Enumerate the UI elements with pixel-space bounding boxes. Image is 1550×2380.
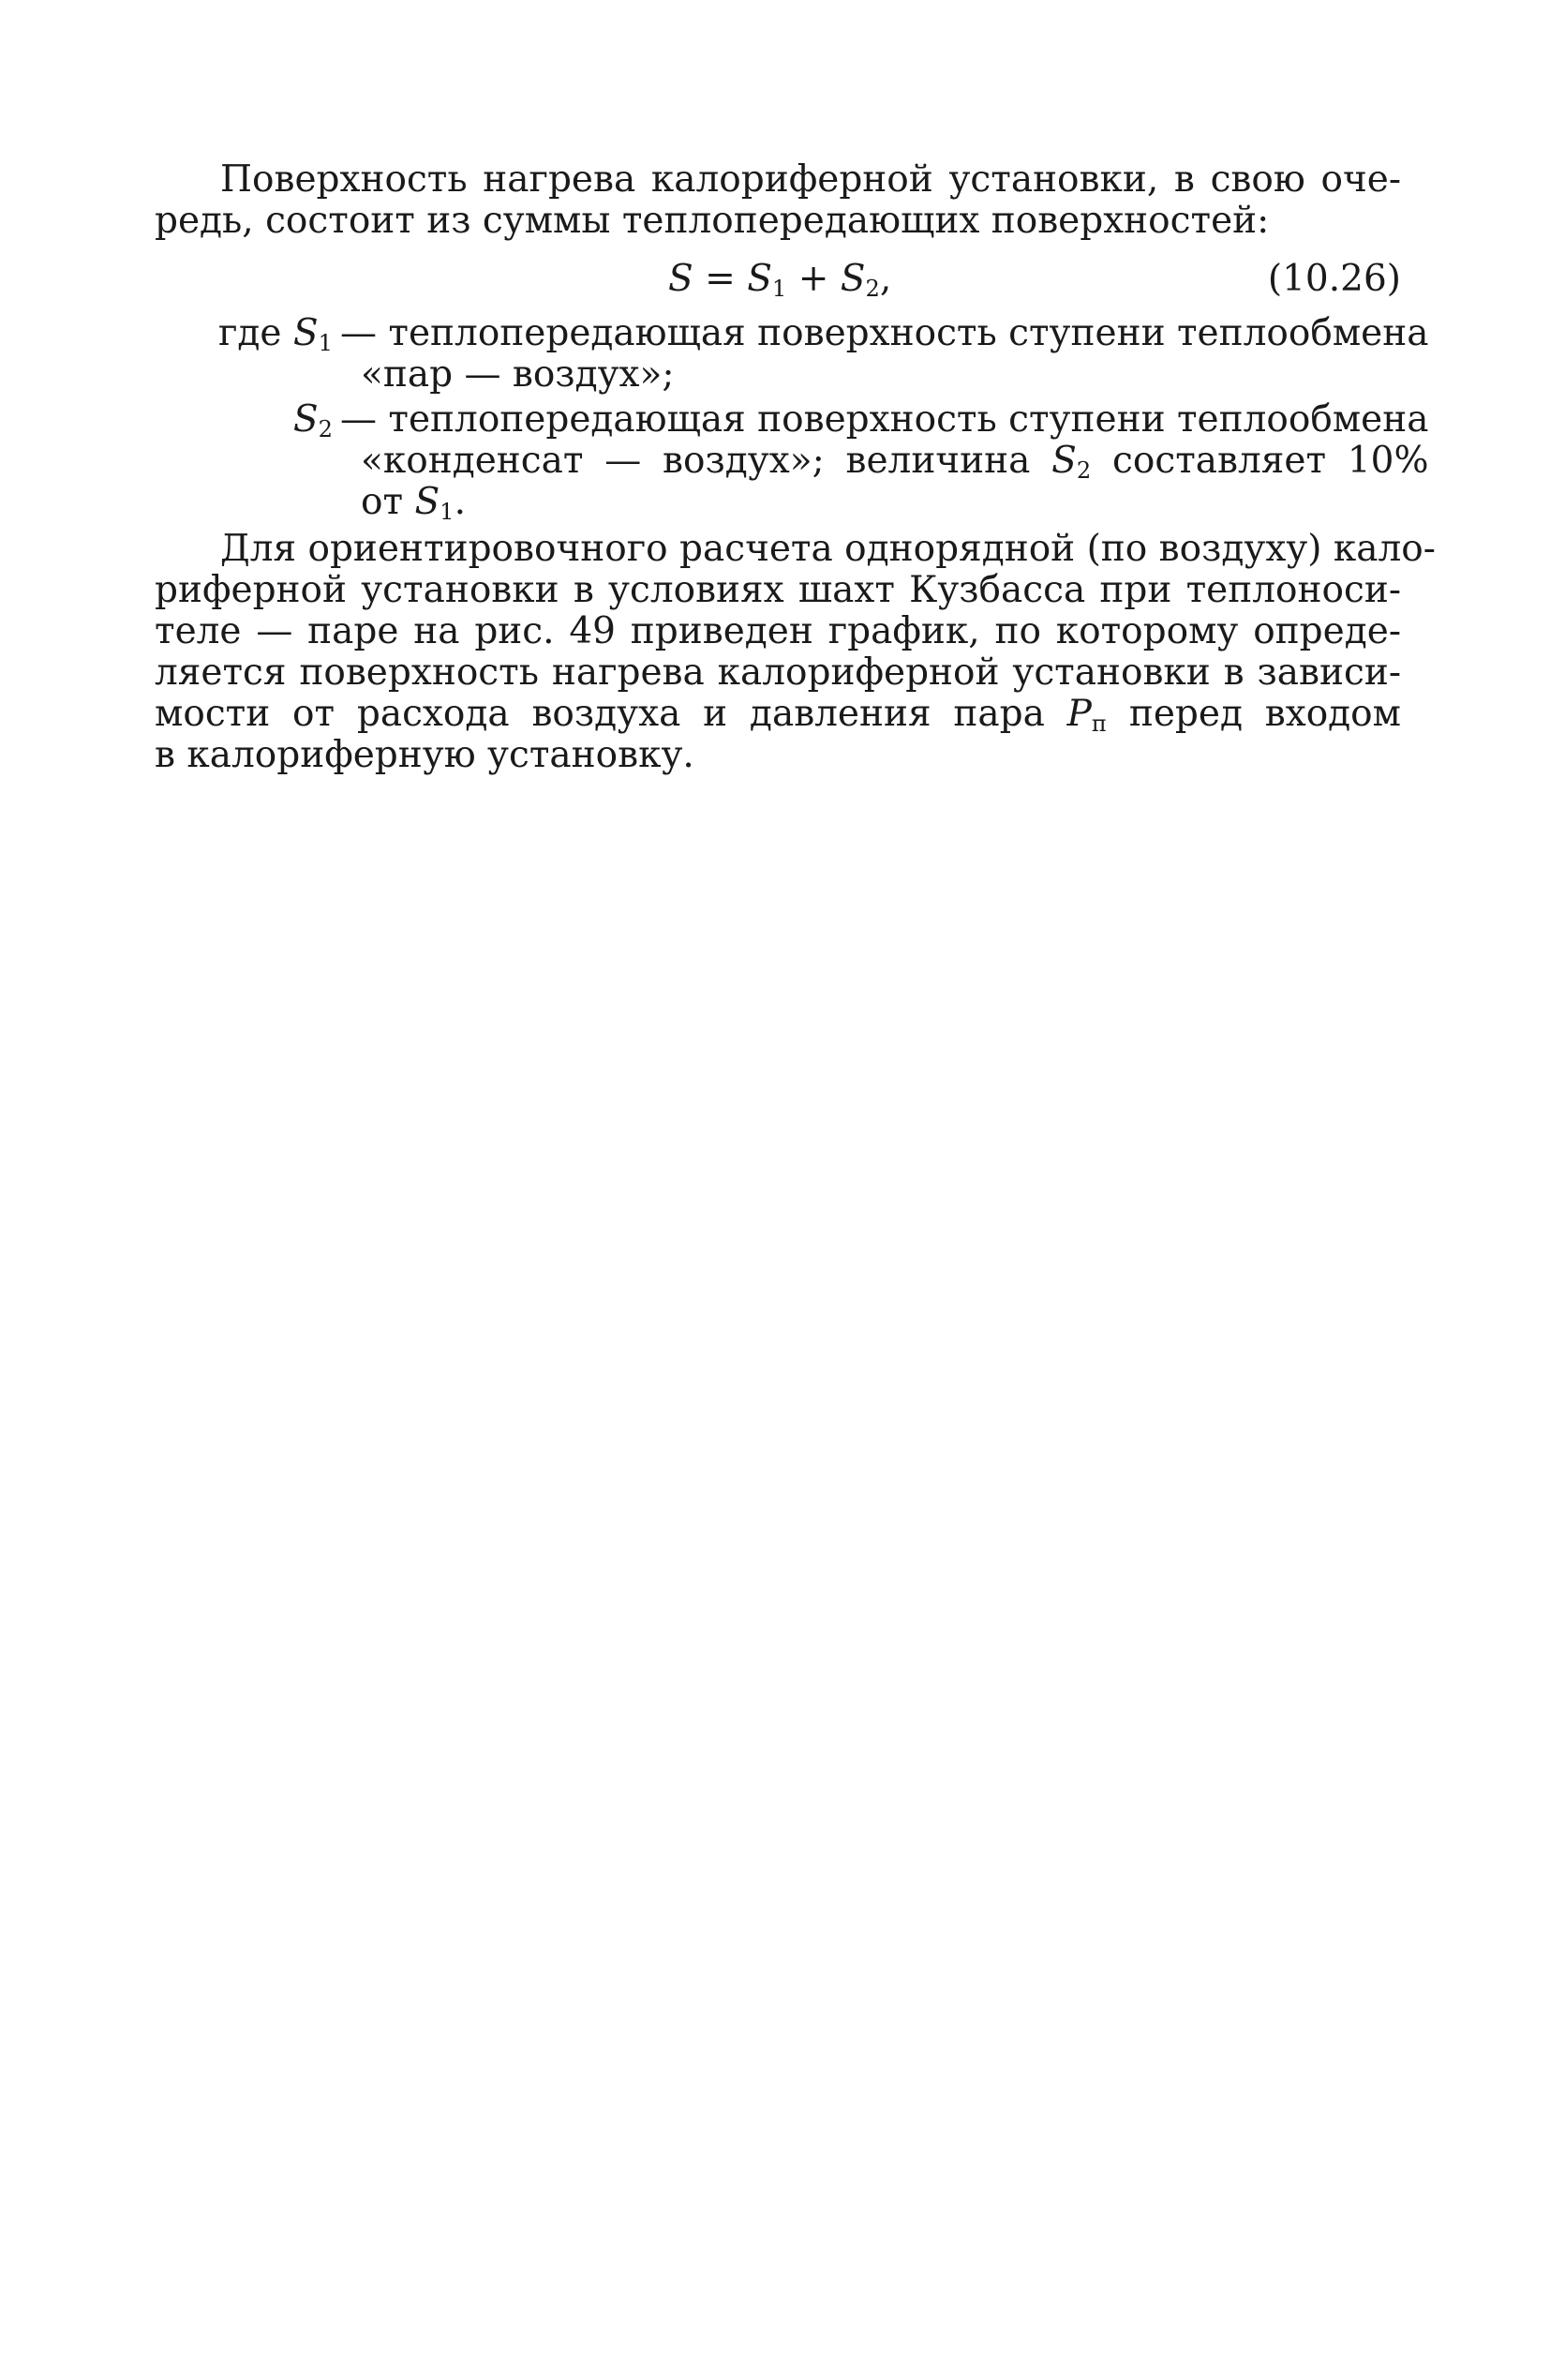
definition-prefix: где	[217, 312, 293, 354]
text-line	[340, 481, 1429, 526]
paragraph-1	[155, 159, 1401, 242]
text-run: .	[454, 481, 466, 523]
text-line: Поверхность нагрева калориферной установки, в свою оче-	[220, 158, 1401, 201]
text-line: — теплопередающая поверхность ступени теплообмена	[340, 398, 1429, 441]
inline-symbol: S	[414, 481, 440, 523]
text-line: — теплопередающая поверхность ступени теплообмена	[340, 312, 1429, 354]
text-line: риферной установки в условиях шахт Кузбасса при теплоноси-	[155, 569, 1401, 611]
definition-label	[155, 313, 333, 396]
definition-label	[155, 399, 333, 523]
inline-subscript: п	[1091, 711, 1108, 738]
definition-s1	[155, 312, 1429, 396]
paragraph-2	[155, 528, 1436, 776]
text-run: «конденсат — воздух»; величина	[361, 440, 1052, 482]
inline-subscript: 1	[440, 499, 455, 526]
text-run: перед входом	[1107, 693, 1402, 735]
formula-equals: =	[693, 258, 748, 300]
inline-symbol: S	[1051, 440, 1077, 482]
inline-symbol: P	[1066, 693, 1092, 735]
text-line	[155, 693, 1402, 738]
text-line: в калориферную установку.	[155, 734, 694, 776]
text-line: ляется поверхность нагрева калориферной установки в зависи-	[155, 651, 1401, 694]
formula-comma: ,	[879, 258, 892, 300]
text-run: мости от расхода воздуха и давления пара	[155, 693, 1067, 735]
formula-symbol: S	[840, 258, 866, 300]
definition-symbol: S	[292, 398, 319, 441]
equation-10-26	[155, 249, 1401, 309]
formula-plus: +	[786, 258, 841, 300]
definition-subscript: 2	[318, 416, 333, 443]
text-line: редь, состоит из суммы теплопередающих поверхностей:	[155, 200, 1270, 242]
equation-number: (10.26)	[1267, 258, 1401, 300]
text-line: Для ориентировочного расчета однорядной (по воздуху) кало-	[220, 528, 1436, 570]
formula-symbol: S	[747, 258, 772, 300]
definition-body	[333, 398, 1429, 526]
definition-body	[333, 313, 1429, 396]
text-line: «пар — воздух»;	[361, 353, 675, 396]
formula-subscript: 1	[771, 276, 787, 303]
inline-subscript: 2	[1076, 457, 1092, 485]
definition-symbol: S	[292, 312, 319, 354]
definition-s2	[155, 398, 1429, 526]
formula-subscript: 2	[865, 276, 880, 303]
definition-subscript: 1	[318, 330, 333, 357]
page-text	[155, 158, 1436, 776]
formula-symbol: S	[668, 258, 693, 300]
text-line: теле — паре на рис. 49 приведен график, по которому опреде-	[155, 610, 1401, 652]
formula	[668, 258, 892, 303]
text-line	[340, 440, 1429, 485]
text-run: от	[361, 481, 415, 523]
text-run: составляет 10%	[1091, 440, 1429, 482]
